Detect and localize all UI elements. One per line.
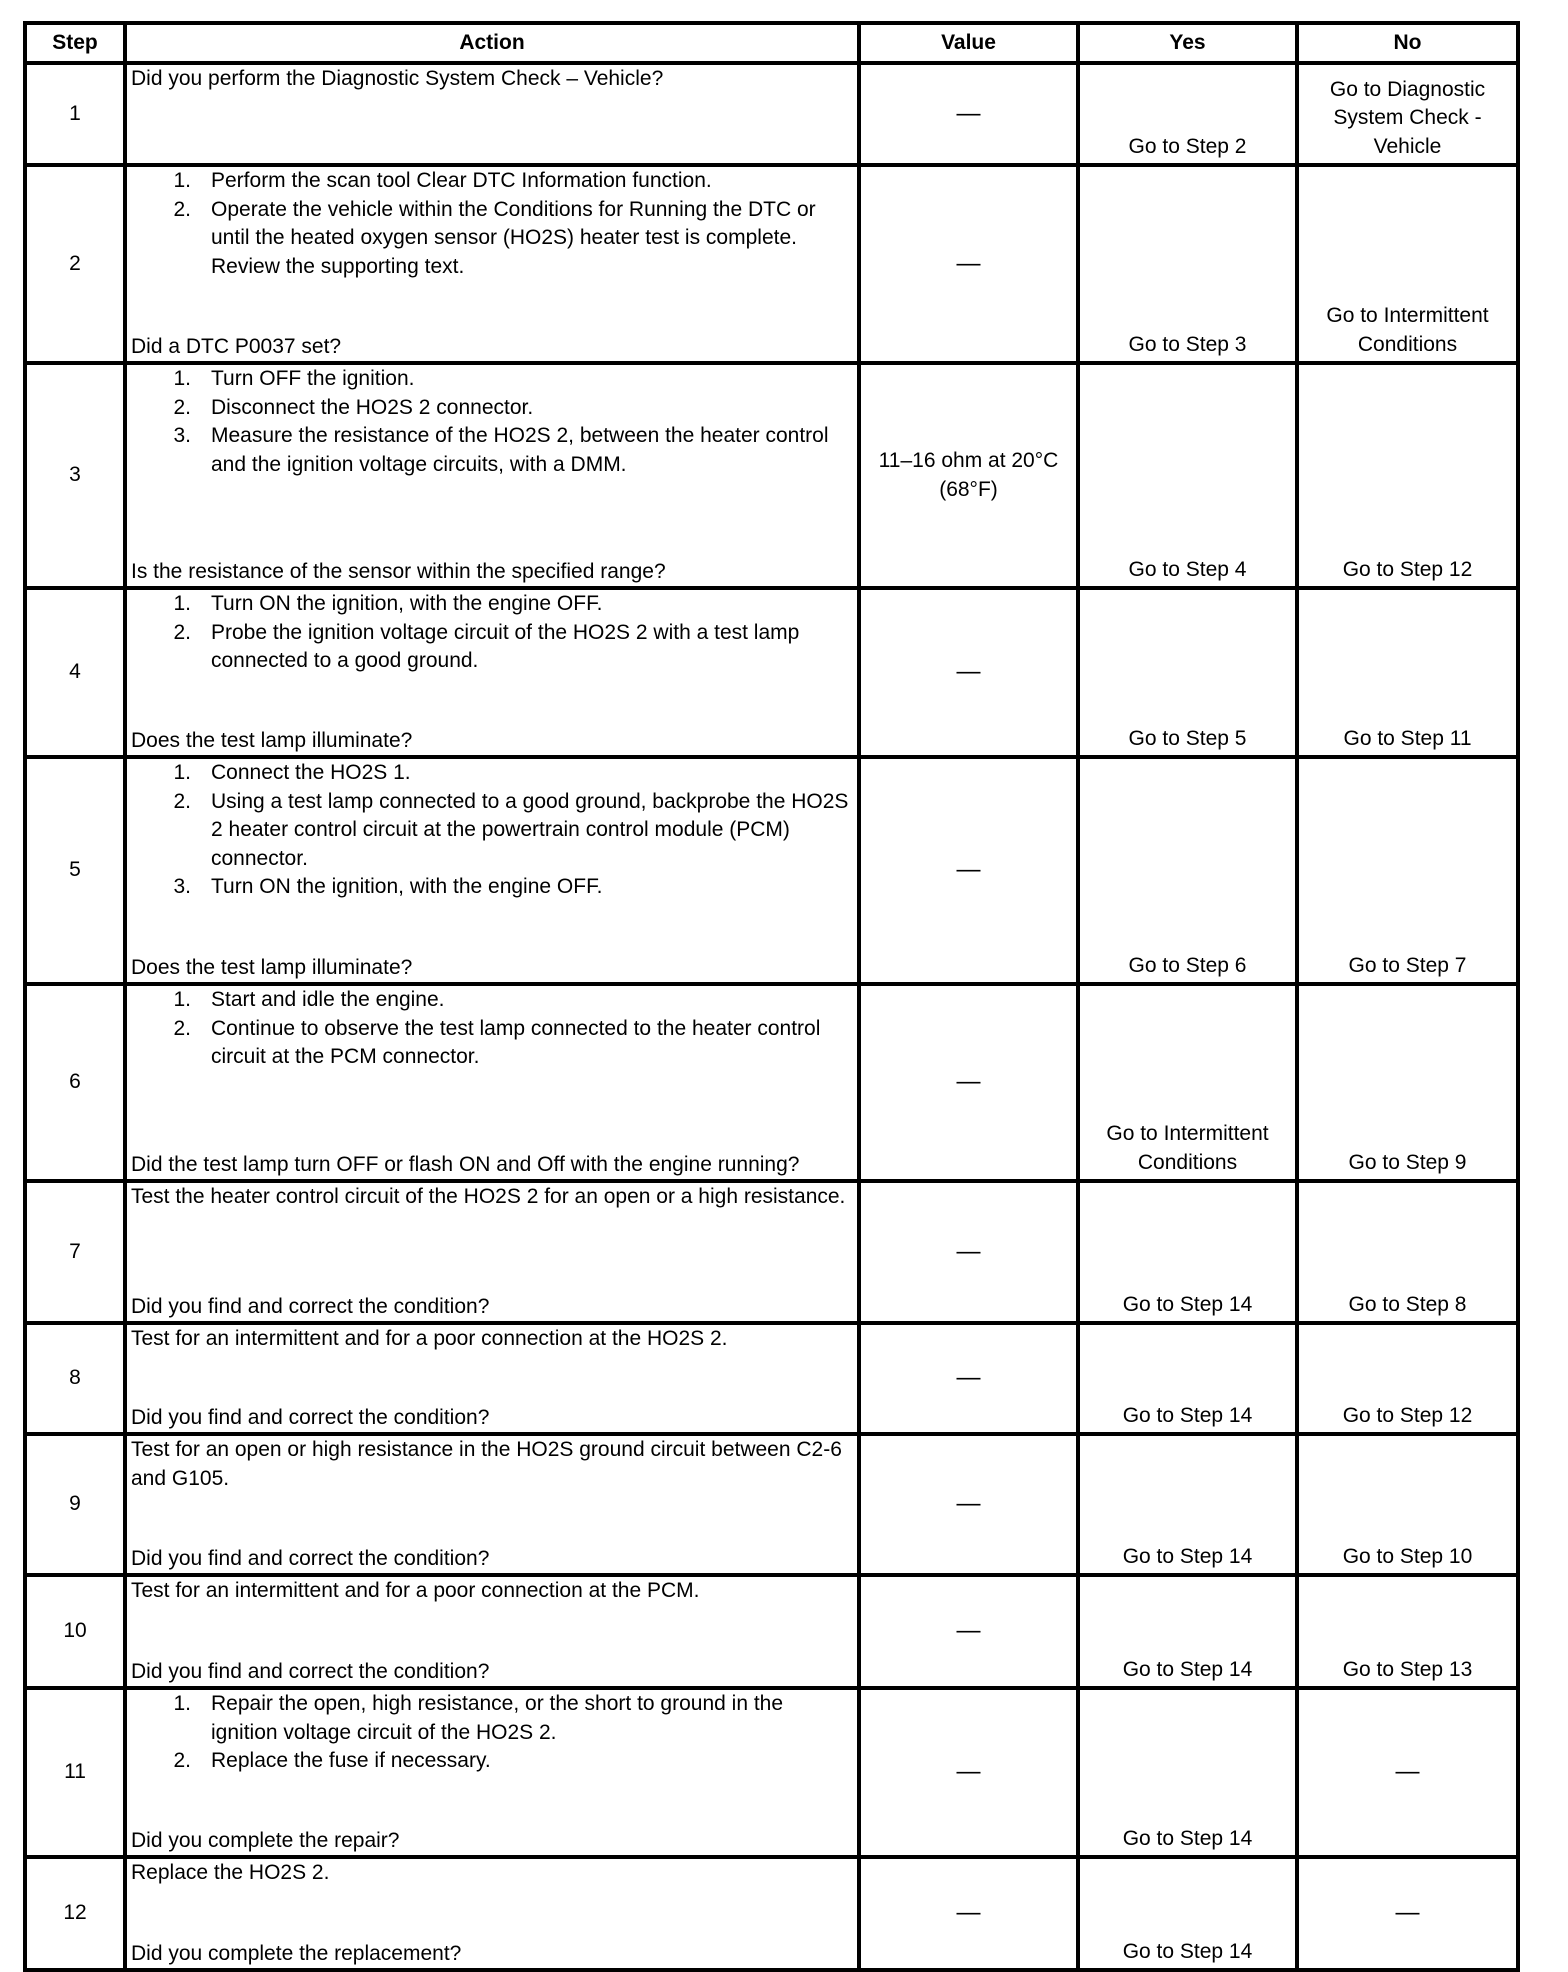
value-cell: 11–16 ohm at 20°C (68°F): [859, 363, 1078, 588]
no-cell: Go to Step 12: [1297, 363, 1518, 588]
action-step-item: [131, 619, 853, 676]
table-row: [25, 63, 1518, 165]
value-cell: —: [859, 1181, 1078, 1323]
step-number: 6: [25, 984, 125, 1181]
item-number: 1.: [173, 169, 191, 192]
action-question: Does the test lamp illuminate?: [131, 955, 413, 979]
value-cell: —: [859, 63, 1078, 165]
header-row: [25, 23, 1518, 63]
item-text: Using a test lamp connected to a good ground, backprobe the HO2S 2 heater control circuit at the powertrain control module (PCM) connector.: [211, 789, 849, 870]
action-question: Does the test lamp illuminate?: [131, 728, 413, 752]
item-text: Disconnect the HO2S 2 connector.: [211, 395, 534, 419]
yes-cell: Go to Step 14: [1078, 1434, 1297, 1575]
action-intro: Test the heater control circuit of the HO2S 2 for an open or a high resistance.: [131, 1185, 846, 1208]
header-step: Step: [25, 23, 125, 63]
yes-cell: Go to Intermittent Conditions: [1078, 984, 1297, 1181]
no-cell: Go to Intermittent Conditions: [1297, 165, 1518, 363]
action-step-item: [131, 1747, 853, 1776]
table-row: [25, 757, 1518, 984]
action-cell: [125, 1575, 859, 1688]
action-steps: [131, 365, 853, 479]
item-number: 2.: [173, 395, 191, 419]
item-text: Turn OFF the ignition.: [211, 367, 415, 390]
header-action: Action: [125, 23, 859, 63]
step-number: 11: [25, 1688, 125, 1857]
step-number: 1: [25, 63, 125, 165]
no-cell: Go to Step 9: [1297, 984, 1518, 1181]
step-number: 2: [25, 165, 125, 363]
no-cell: Go to Step 13: [1297, 1575, 1518, 1688]
action-steps: [131, 590, 853, 676]
action-question: Is the resistance of the sensor within the specified range?: [131, 559, 666, 583]
no-cell: —: [1297, 1857, 1518, 1970]
action-question: Did the test lamp turn OFF or flash ON and Off with the engine running?: [131, 1152, 800, 1176]
no-cell: Go to Step 11: [1297, 588, 1518, 757]
action-step-item: [131, 788, 853, 874]
yes-cell: Go to Step 14: [1078, 1323, 1297, 1434]
item-number: 3.: [173, 875, 191, 898]
item-text: Perform the scan tool Clear DTC Information function.: [211, 169, 712, 192]
no-cell: Go to Step 12: [1297, 1323, 1518, 1434]
item-number: 2.: [173, 789, 191, 813]
item-number: 3.: [173, 424, 191, 447]
value-cell: —: [859, 1575, 1078, 1688]
yes-cell: Go to Step 14: [1078, 1857, 1297, 1970]
action-question: Did you complete the repair?: [131, 1828, 400, 1852]
action-cell: [125, 1434, 859, 1575]
table-row: [25, 1688, 1518, 1857]
action-cell: [125, 588, 859, 757]
item-text: Measure the resistance of the HO2S 2, between the heater control and the ignition voltage circuits, with a DMM.: [211, 424, 829, 476]
action-cell: [125, 1857, 859, 1970]
item-text: Connect the HO2S 1.: [211, 761, 411, 784]
item-number: 1.: [173, 1692, 191, 1715]
no-cell: Go to Step 10: [1297, 1434, 1518, 1575]
action-question: Did a DTC P0037 set?: [131, 334, 342, 358]
table-row: [25, 1323, 1518, 1434]
item-text: Continue to observe the test lamp connected to the heater control circuit at the PCM connector.: [211, 1016, 821, 1068]
action-step-item: [131, 167, 853, 196]
item-number: 2.: [173, 197, 191, 221]
step-number: 3: [25, 363, 125, 588]
header-no: No: [1297, 23, 1518, 63]
value-cell: —: [859, 588, 1078, 757]
value-cell: —: [859, 1857, 1078, 1970]
action-question: Did you complete the replacement?: [131, 1941, 462, 1965]
item-text: Start and idle the engine.: [211, 988, 445, 1011]
no-cell: Go to Step 7: [1297, 757, 1518, 984]
yes-cell: Go to Step 5: [1078, 588, 1297, 757]
item-number: 2.: [173, 620, 191, 644]
action-steps: [131, 1690, 853, 1776]
action-question: Did you find and correct the condition?: [131, 1546, 490, 1570]
action-cell: [125, 165, 859, 363]
no-cell: Go to Diagnostic System Check - Vehicle: [1297, 63, 1518, 165]
yes-cell: Go to Step 14: [1078, 1575, 1297, 1688]
value-cell: —: [859, 1434, 1078, 1575]
action-intro: Test for an open or high resistance in the HO2S ground circuit between C2-6 and G105.: [131, 1438, 842, 1490]
action-step-item: [131, 986, 853, 1015]
action-step-item: [131, 196, 853, 282]
table-row: [25, 1857, 1518, 1970]
value-cell: —: [859, 984, 1078, 1181]
action-step-item: [131, 759, 853, 788]
item-text: Operate the vehicle within the Conditions for Running the DTC or until the heated oxygen sensor (HO2S) heater test is complete. Review the supporting text.: [211, 197, 816, 278]
header-yes: Yes: [1078, 23, 1297, 63]
item-number: 1.: [173, 367, 191, 390]
value-cell: —: [859, 165, 1078, 363]
item-number: 1.: [173, 592, 191, 615]
action-intro: Test for an intermittent and for a poor connection at the HO2S 2.: [131, 1327, 728, 1350]
table-row: [25, 363, 1518, 588]
action-cell: [125, 984, 859, 1181]
action-cell: [125, 1181, 859, 1323]
action-question: Did you find and correct the condition?: [131, 1294, 490, 1318]
value-cell: —: [859, 757, 1078, 984]
step-number: 10: [25, 1575, 125, 1688]
action-step-item: [131, 590, 853, 619]
item-text: Probe the ignition voltage circuit of the HO2S 2 with a test lamp connected to a good ground.: [211, 620, 800, 672]
action-cell: [125, 1688, 859, 1857]
item-text: Turn ON the ignition, with the engine OFF.: [211, 592, 603, 615]
step-number: 5: [25, 757, 125, 984]
diagnostic-table: [23, 21, 1520, 1972]
action-cell: [125, 363, 859, 588]
action-step-item: [131, 873, 853, 902]
action-steps: [131, 759, 853, 902]
step-number: 12: [25, 1857, 125, 1970]
action-step-item: [131, 422, 853, 479]
yes-cell: Go to Step 3: [1078, 165, 1297, 363]
action-intro: Test for an intermittent and for a poor connection at the PCM.: [131, 1579, 700, 1602]
action-question: Did you find and correct the condition?: [131, 1659, 490, 1683]
yes-cell: Go to Step 6: [1078, 757, 1297, 984]
no-cell: —: [1297, 1688, 1518, 1857]
step-number: 4: [25, 588, 125, 757]
step-number: 8: [25, 1323, 125, 1434]
table-row: [25, 1575, 1518, 1688]
action-step-item: [131, 394, 853, 423]
action-step-item: [131, 365, 853, 394]
action-question: Did you find and correct the condition?: [131, 1405, 490, 1429]
item-text: Turn ON the ignition, with the engine OFF.: [211, 875, 603, 898]
no-cell: Go to Step 8: [1297, 1181, 1518, 1323]
yes-cell: Go to Step 4: [1078, 363, 1297, 588]
action-cell: [125, 1323, 859, 1434]
action-cell: [125, 757, 859, 984]
header-value: Value: [859, 23, 1078, 63]
action-steps: [131, 167, 853, 281]
action-step-item: [131, 1015, 853, 1072]
table-row: [25, 165, 1518, 363]
action-cell: [125, 63, 859, 165]
value-cell: —: [859, 1688, 1078, 1857]
item-number: 1.: [173, 761, 191, 784]
table-row: [25, 1434, 1518, 1575]
action-steps: [131, 986, 853, 1072]
table-row: [25, 1181, 1518, 1323]
action-intro: Replace the HO2S 2.: [131, 1861, 330, 1884]
item-number: 2.: [173, 1749, 191, 1772]
action-question: Did you perform the Diagnostic System Check – Vehicle?: [131, 67, 664, 90]
yes-cell: Go to Step 14: [1078, 1181, 1297, 1323]
table-row: [25, 984, 1518, 1181]
item-text: Replace the fuse if necessary.: [211, 1749, 491, 1772]
step-number: 9: [25, 1434, 125, 1575]
action-step-item: [131, 1690, 853, 1747]
value-cell: —: [859, 1323, 1078, 1434]
item-number: 2.: [173, 1016, 191, 1040]
step-number: 7: [25, 1181, 125, 1323]
yes-cell: Go to Step 2: [1078, 63, 1297, 165]
table-row: [25, 588, 1518, 757]
item-number: 1.: [173, 988, 191, 1011]
item-text: Repair the open, high resistance, or the short to ground in the ignition voltage circuit of the HO2S 2.: [211, 1692, 784, 1744]
yes-cell: Go to Step 14: [1078, 1688, 1297, 1857]
